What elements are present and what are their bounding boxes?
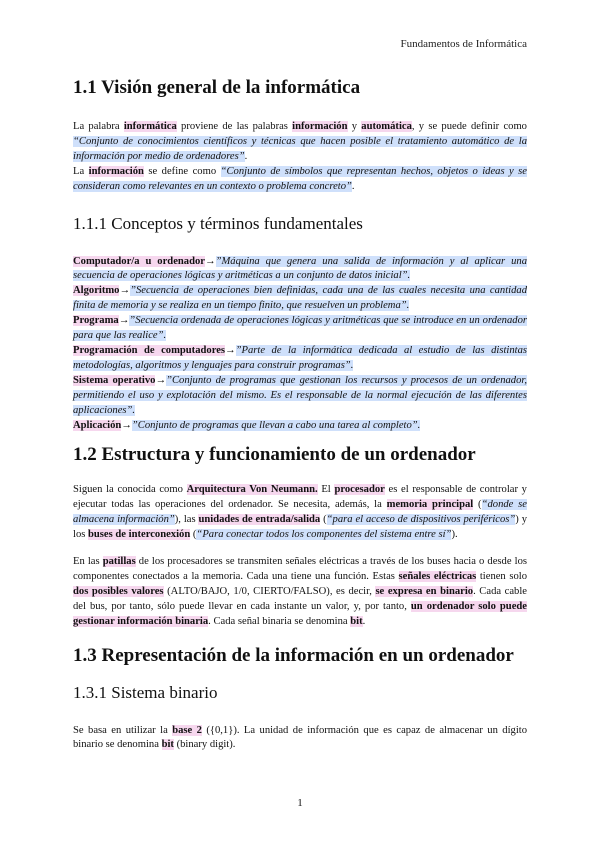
highlight-term: bit [161,739,174,751]
paragraph-informatica-definition [73,120,527,165]
text-run: Se basa en utilizar la [73,724,173,736]
text-run: . Cada señal binaria se denomina [208,615,351,627]
highlight-term: unidades de entrada/salida [198,514,321,526]
definition-item [73,284,527,314]
highlight-term: base 2 [172,724,202,736]
highlight-term: señales eléctricas [398,570,477,582]
paragraph-von-neumann [73,483,527,543]
text-run: En las [73,556,103,568]
definition-text: ”Secuencia ordenada de operaciones lógicas y aritméticas que se introduce en un ordenador para que las realice”. [73,315,527,342]
text-run: se define como [143,165,221,177]
highlight-quote: “Conjunto de conocimientos científicos y técnicas que hacen posible el tratamiento automático de la información por medio de ordenadores” [73,135,527,162]
running-header: Fundamentos de Informática [400,38,527,50]
definition-term: Programación de computadores [73,344,226,356]
text-run: ), las [174,514,199,526]
text-run: . [362,615,366,627]
definition-text: ”Secuencia de operaciones bien definidas, cada una de las cuales necesita una cantidad finita de memoria y se realiza en un tiempo finito, que resuelven un problema”. [73,285,527,312]
arrow-glyph: → [155,374,167,386]
definition-text: ”Conjunto de programas que llevan a cabo una tarea al completo”. [131,419,421,431]
text-run: Siguen la conocida como [73,484,187,496]
highlight-term: procesador [334,484,385,496]
definitions-list [73,255,527,434]
definition-item [73,374,527,419]
section-1-3-1-title: 1.3.1 Sistema binario [73,682,218,702]
definition-text: ”Máquina que genera una salida de información y al aplicar una secuencia de operaciones lógicas y aritméticas a un conjunto de datos inicial”. [73,255,527,282]
arrow-glyph: → [225,344,236,356]
highlight-term: un ordenador solo puede gestionar información binaria [73,600,527,627]
text-run: ). [451,529,458,541]
page-content [73,68,527,753]
highlight-quote: “Conjunto de símbolos que representan hechos, objetos o ideas y se consideran como relevantes en un contexto o problema concreto” [73,165,527,192]
arrow-glyph: → [119,285,131,297]
text-run: (ALTO/BAJO, 1/0, CIERTO/FALSO), es decir, [163,585,376,597]
highlight-term: patillas [102,556,136,568]
text-run: (binary digit). [173,739,236,751]
section-1-1-1-title: 1.1.1 Conceptos y términos fundamentales [73,213,363,233]
text-run: El [317,484,335,496]
highlight-quote: “donde se almacena información” [73,499,528,526]
definition-term: Algoritmo [73,285,120,297]
definition-text: ”Parte de la informática dedicada al estudio de las distintas metodologías, algoritmos y lenguajes para construir programas”. [73,344,527,371]
text-run: , y se puede definir como [411,121,527,132]
text-run: La palabra [73,121,124,132]
text-run: tienen solo [476,570,527,582]
text-run: ({0,1}). La unidad de información que es capaz de almacenar un dígito binario se denomina [73,724,528,751]
section-1-3-title: 1.3 Representación de la información en un ordenador [73,644,514,666]
definition-term: Computador/a u ordenador [73,255,205,267]
highlight-term: memoria principal [386,499,474,511]
highlight-term: Arquitectura Von Neumann. [186,484,318,496]
text-run: ( [473,499,482,511]
text-run: . [351,180,355,192]
text-run: de los procesadores se transmiten señales eléctricas a través de los buses hacia o desde los componentes conectados a la memoria. Cada una tiene una función. Estas [73,556,527,582]
text-run: ( [320,514,327,526]
highlight-term: buses de interconexión [88,529,191,541]
highlight-term: se expresa en binario [375,585,474,597]
definition-item [73,419,527,434]
paragraph-binary-system [73,724,527,754]
highlight-term: dos posibles valores [73,585,164,597]
highlight-term: bit [350,615,363,627]
highlight-quote: “para el acceso de dispositivos periféricos” [326,514,516,526]
text-run: La [73,165,89,177]
definition-item [73,255,527,285]
definition-term: Programa [73,315,119,327]
arrow-glyph: → [204,255,216,267]
text-run: . Cada cable del bus, por tanto, sólo puede llevar en cada instante un valor, y, por tanto, [73,585,527,612]
highlight-term: automática [361,121,412,132]
arrow-glyph: → [121,419,132,431]
definition-item [73,314,527,344]
highlight-term: información [88,165,144,177]
definition-term: Sistema operativo [73,374,156,386]
paragraph-informacion-definition [73,165,527,195]
definition-term: Aplicación [73,419,122,431]
text-run: . [244,150,248,162]
text-run: ) y los [73,514,527,541]
text-run: y [347,121,362,132]
paragraph-binary-signals [73,555,527,630]
text-run: proviene de las palabras [176,121,293,132]
page-number: 1 [297,797,303,809]
definition-item [73,344,527,374]
highlight-quote: “Para conectar todos los componentes del sistema entre sí” [196,529,452,541]
section-1-2-title: 1.2 Estructura y funcionamiento de un ordenador [73,444,476,466]
arrow-glyph: → [118,315,130,327]
text-run: ( [190,529,197,541]
text-run: es el responsable de controlar y ejecutar todas las operaciones del ordenador. Se necesita, además, la [73,484,527,511]
definition-text: ”Conjunto de programas que gestionan los recursos y procesos de un ordenador, permitiendo el uso y explotación del mismo. Es el responsable de la normal ejecución de las diferentes aplicaciones”. [73,374,527,416]
highlight-term: informática [123,121,177,132]
highlight-term: información [292,121,348,132]
section-1-1-title: 1.1 Visión general de la informática [73,77,361,98]
